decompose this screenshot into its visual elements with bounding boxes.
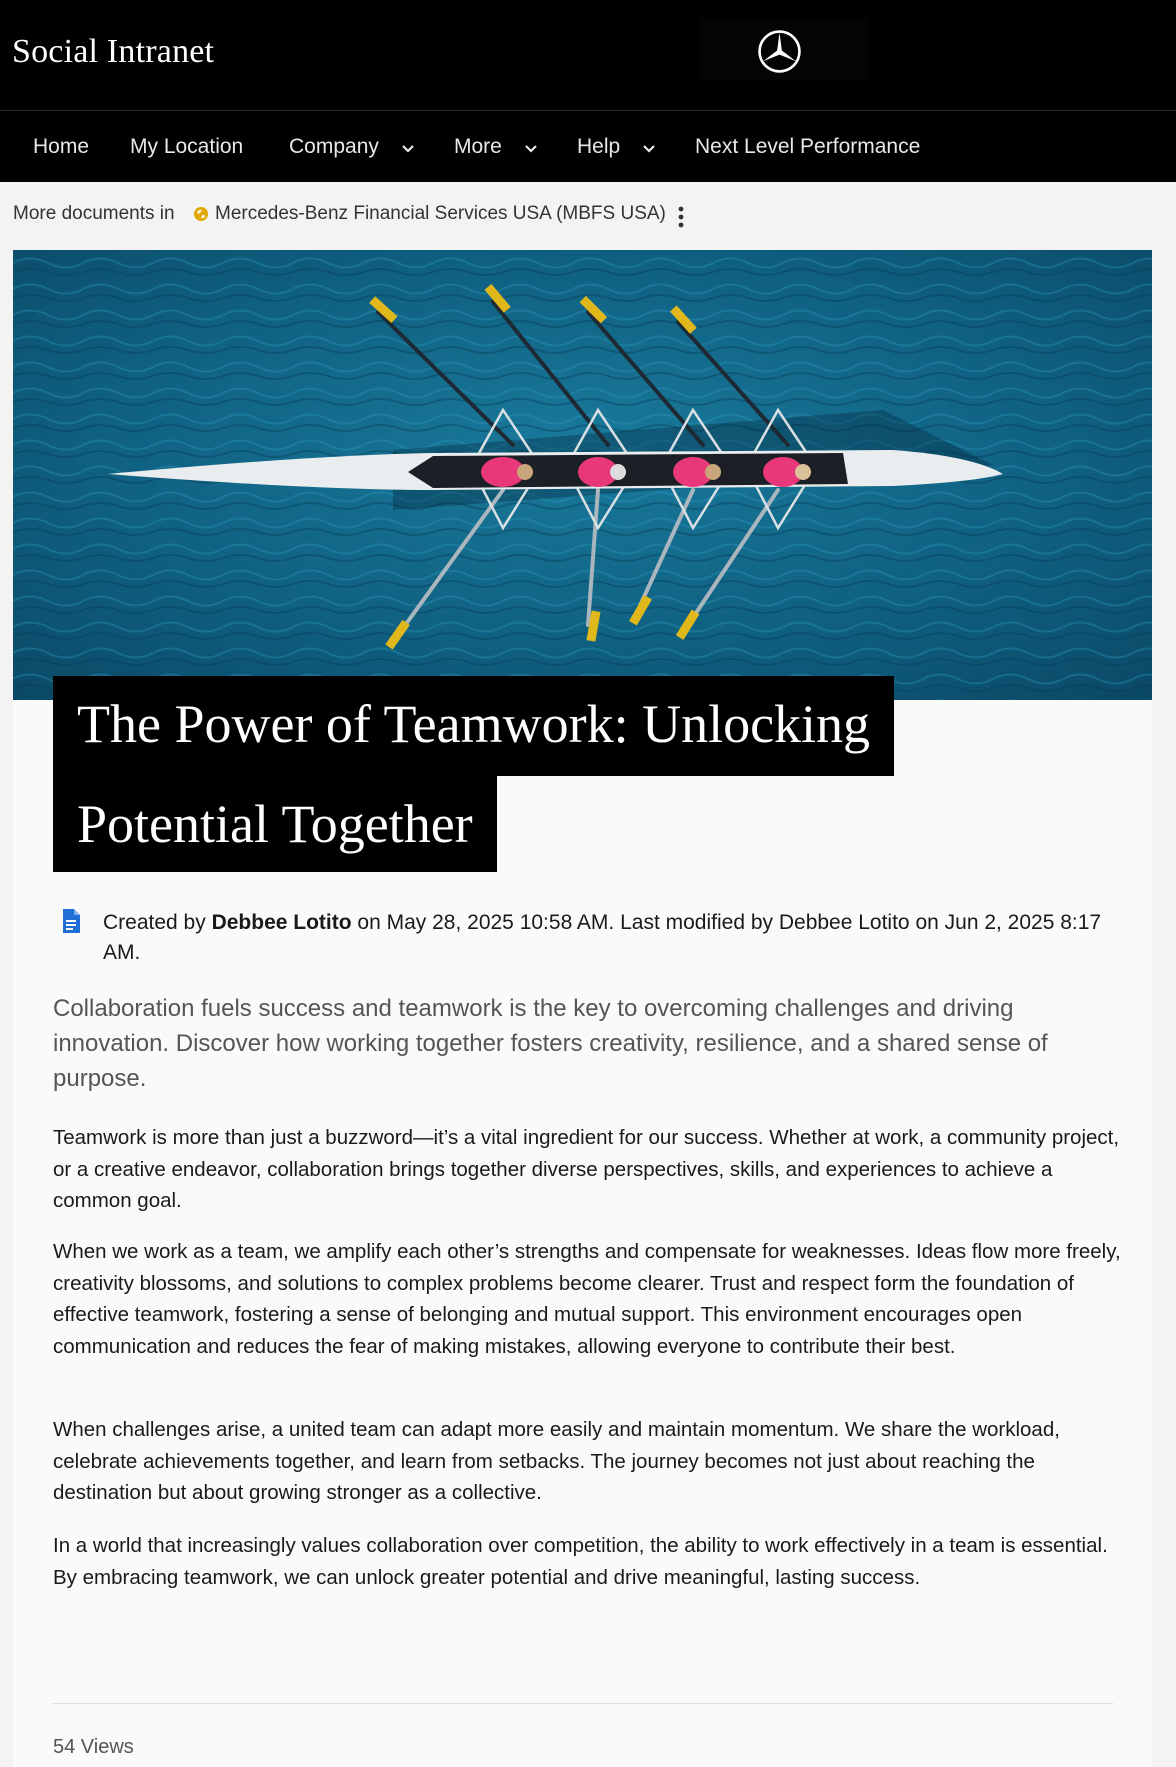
article-paragraph: When challenges arise, a united team can adapt more easily and maintain momentum. We share the workload, celebrate achievements together, and learn from setbacks. The journey becomes not just about reaching the destination but about growing stronger as a collective. <box>53 1418 1060 1504</box>
hero-image <box>13 250 1152 700</box>
nav-item-more[interactable]: More <box>454 135 502 158</box>
mercedes-star-icon[interactable] <box>757 29 802 74</box>
breadcrumb-prefix: More documents in <box>13 203 175 224</box>
article-paragraph: When we work as a team, we amplify each other’s strengths and compensate for weaknesses. Ideas flow more freely, creativity blossoms, and solutions to complex problems become clearer. Trust and respect form the foundation of effective teamwork, fostering a sense of belonging and mutual support. This environment encourages open communication and reduces the fear of making mistakes, allowing everyone to contribute their best. <box>53 1240 1121 1358</box>
nav-item-next-level-performance[interactable]: Next Level Performance <box>695 135 921 158</box>
article-paragraph: In a world that increasingly values collaboration over competition, the ability to work effectively in a team is essential. By embracing teamwork, we can unlock greater potential and drive meaningful, lasting success. <box>53 1534 1108 1589</box>
site-brand[interactable]: Social Intranet <box>12 33 215 70</box>
main-nav <box>0 111 1176 182</box>
footer-divider <box>53 1703 1113 1704</box>
chevron-down-icon[interactable] <box>401 144 415 154</box>
view-count: 54 Views <box>53 1736 134 1758</box>
chevron-down-icon[interactable] <box>642 144 656 154</box>
chevron-down-icon[interactable] <box>524 144 538 154</box>
breadcrumb-space-link[interactable]: Mercedes-Benz Financial Services USA (MBFS USA) <box>215 203 666 224</box>
author-link[interactable]: Debbee Lotito <box>211 911 352 934</box>
nav-item-help[interactable]: Help <box>577 135 621 158</box>
article-title-line-2: Potential Together <box>53 776 497 872</box>
article-title-line-1: The Power of Teamwork: Unlocking <box>53 676 894 776</box>
created-details: on May 28, 2025 10:58 AM. Last modified by Debbee Lotito on Jun 2, 2025 8:17 AM. <box>103 911 1102 964</box>
article-metadata <box>103 908 1113 968</box>
nav-item-home[interactable]: Home <box>33 135 90 158</box>
nav-item-my-location[interactable]: My Location <box>130 135 244 158</box>
article-paragraph: Teamwork is more than just a buzzword—it’s a vital ingredient for our success. Whether at work, a community project, or a creative endeavor, collaboration brings together diverse perspectives, skills, and experiences to achieve a common goal. <box>53 1126 1120 1212</box>
top-header <box>0 0 1176 110</box>
created-prefix: Created by <box>103 911 206 934</box>
article-lead: Collaboration fuels success and teamwork is the key to overcoming challenges and driving innovation. Discover how working together fosters creativity, resilience, and a shared sense of purpose. <box>53 995 1048 1092</box>
document-icon <box>61 908 81 934</box>
rowing-team-image <box>13 250 1152 700</box>
more-vertical-icon[interactable] <box>673 204 689 230</box>
nav-item-company[interactable]: Company <box>289 135 379 158</box>
globe-icon <box>193 206 209 222</box>
